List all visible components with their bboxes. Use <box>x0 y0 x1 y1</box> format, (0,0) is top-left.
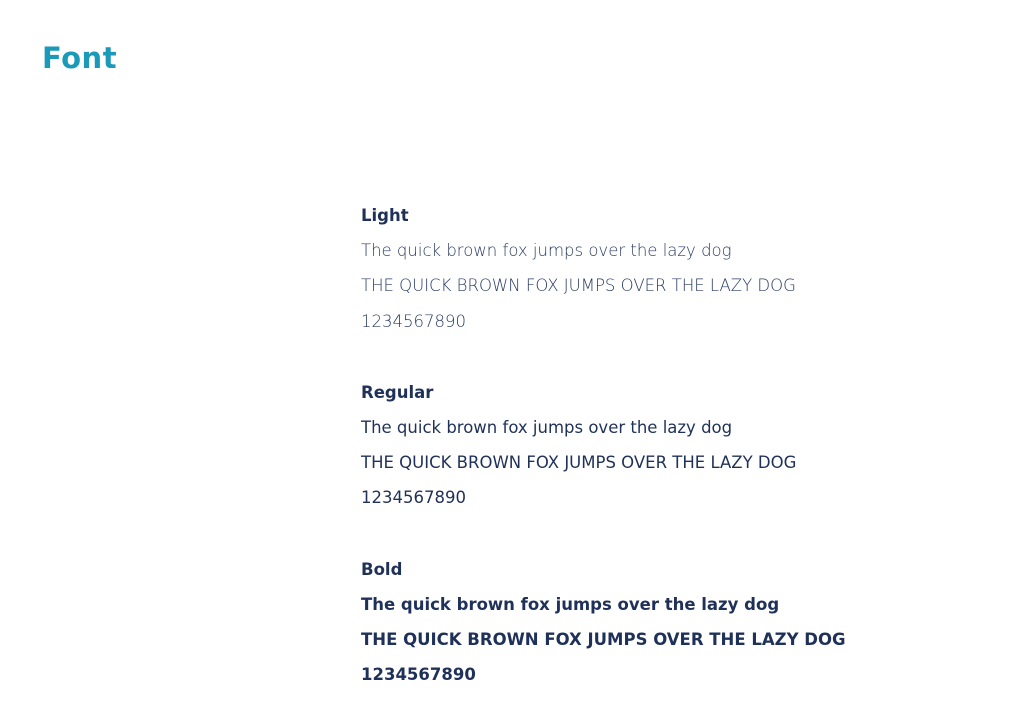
lowercase-sample-regular: The quick brown fox jumps over the lazy dog <box>361 417 733 437</box>
uppercase-sample-bold: THE QUICK BROWN FOX JUMPS OVER THE LAZY DOG <box>361 629 846 649</box>
font-specimen-list <box>361 202 981 696</box>
weight-block-bold <box>361 556 981 697</box>
numerals-sample-bold: 1234567890 <box>361 665 476 685</box>
weight-name-light: Light <box>361 206 409 225</box>
lowercase-sample-light: The quick brown fox jumps over the lazy dog <box>361 241 732 261</box>
weight-name-regular: Regular <box>361 382 434 402</box>
uppercase-sample-light: THE QUICK BROWN FOX JUMPS OVER THE LAZY DOG <box>361 276 796 296</box>
weight-name-bold: Bold <box>361 559 403 579</box>
weight-block-regular <box>361 379 981 520</box>
page-title: Font <box>42 41 118 75</box>
uppercase-sample-regular: THE QUICK BROWN FOX JUMPS OVER THE LAZY DOG <box>361 453 797 473</box>
numerals-sample-regular: 1234567890 <box>361 488 466 508</box>
lowercase-sample-bold: The quick brown fox jumps over the lazy dog <box>361 594 780 614</box>
weight-block-light <box>361 202 981 343</box>
numerals-sample-light: 1234567890 <box>361 311 466 331</box>
